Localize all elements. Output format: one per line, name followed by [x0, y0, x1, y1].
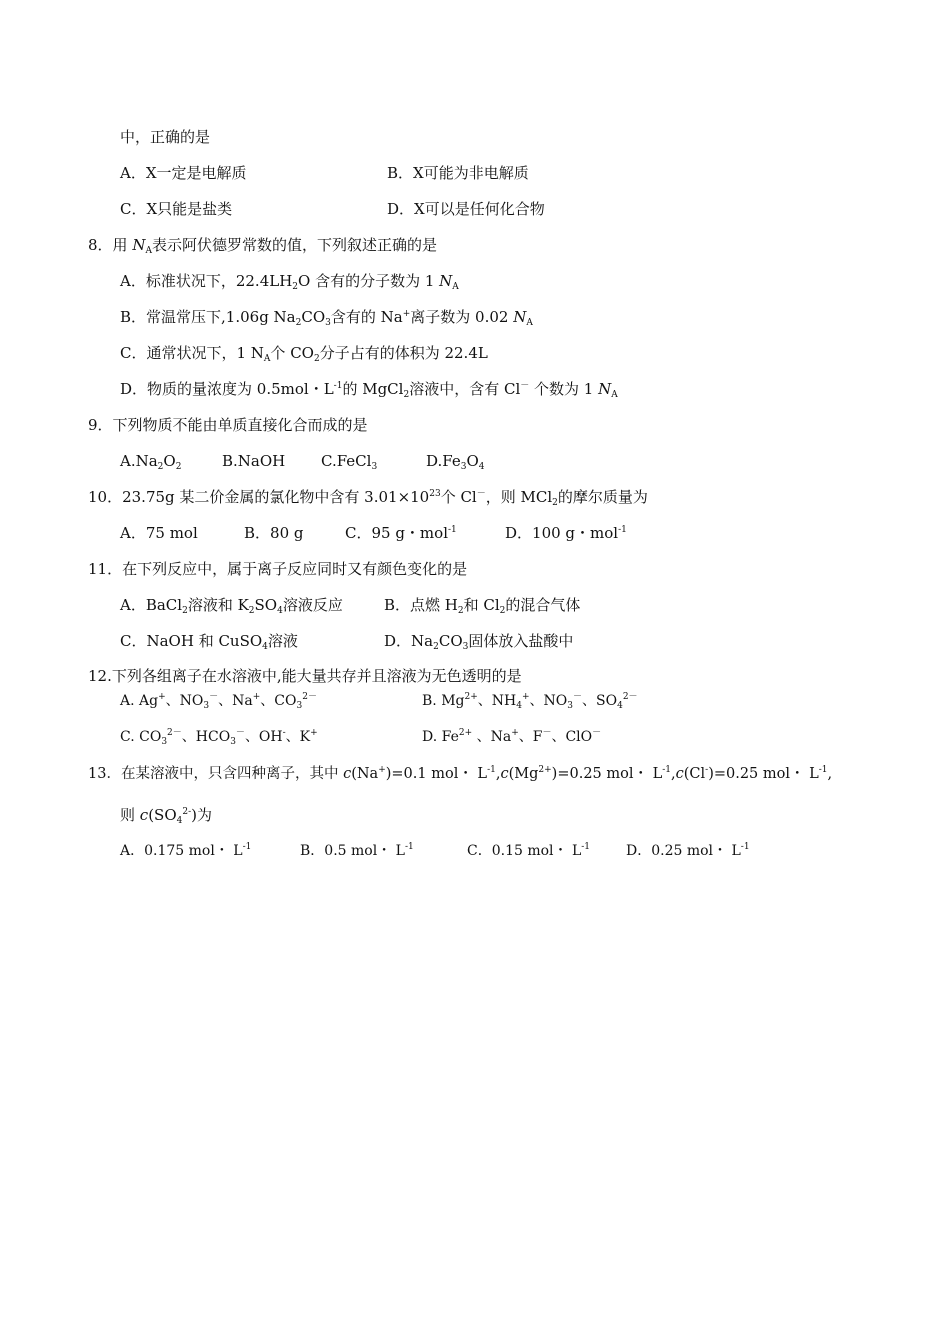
q13-option-a: A．0.175 mol・ $L^{-1}$: [120, 842, 252, 859]
q10-option-b: B．80 g: [244, 524, 304, 542]
q8-option-a: A．标准状况下，$22.4LH_2O$ 含有的分子数为 1 $N_A$: [120, 272, 459, 292]
q12-option-b: B. $Mg^{2+}$、$NH_4^+$、$NO_3^-$、$SO_4^{2-}$: [422, 692, 638, 711]
q10-option-d: D．100 g・mol$^{-1}$: [505, 524, 627, 542]
q12-stem: 12.下列各组离子在水溶液中,能大量共存并且溶液为无色透明的是: [88, 667, 522, 685]
q8-option-d: D．物质的量浓度为 0.5mol・$L^{-1}$的 MgCl$_2$溶液中，含有 Cl－ 个数为 1 $N_A$: [120, 380, 618, 400]
q9-option-d: $D.Fe_3O_4$: [426, 452, 485, 472]
q12-option-c: C. $CO_3^{2-}$、$HCO_3^-$、OH-、K+: [120, 728, 318, 747]
q10-stem: 10．23.75g 某二价金属的氯化物中含有 $3.01\times 10^{23}$个 Cl－，则 MCl$_2$的摩尔质量为: [88, 488, 648, 508]
q7-stem-continuation: 中，正确的是: [120, 128, 211, 146]
q13-stem: 13．在某溶液中，只含四种离子，其中 c(Na+)=0.1 mol・ $L^{-1},c(Mg^{2+})=0.25$ mol・ $L^{-1},c(Cl^-)=0.25$ mol・ $L^{-1}$,: [88, 765, 833, 782]
q11-option-a: A．BaCl$_2$溶液和 $K_2SO_4$溶液反应: [120, 596, 343, 616]
q13-stem-line2: 则 $c(SO_4^{2-})$为: [120, 806, 212, 826]
q11-option-d: D．$Na_2CO_3$固体放入盐酸中: [384, 632, 574, 652]
q8-option-b: B．常温常压下,1.06g $Na_2CO_3$含有的 Na+离子数为 0.02 $N_A$: [120, 308, 533, 328]
q7-option-d: D．X可以是任何化合物: [387, 200, 545, 218]
q13-option-d: D．0.25 mol・ $L^{-1}$: [626, 842, 750, 859]
q10-option-a: A．75 mol: [120, 524, 198, 542]
q13-option-c: C．0.15 mol・ $L^{-1}$: [467, 842, 591, 859]
q8-option-c: C．通常状况下，1 $N_A$个 $CO_2$分子占有的体积为 22.4L: [120, 344, 488, 364]
q11-option-c: C．NaOH 和 CuSO$_4$溶液: [120, 632, 298, 652]
q9-option-a: $A.Na_2O_2$: [120, 452, 182, 472]
q7-option-c: C．X只能是盐类: [120, 200, 233, 218]
q11-option-b: B．点燃 $H_2$和 $Cl_2$的混合气体: [384, 596, 581, 616]
q7-option-b: B．X可能为非电解质: [387, 164, 529, 182]
q8-stem: 8．用 $N_A$表示阿伏德罗常数的值，下列叙述正确的是: [88, 236, 437, 256]
q12-option-a: A. Ag+、$NO_3^-$、Na+、$CO_3^{2-}$: [120, 692, 317, 711]
q10-option-c: C．95 g・mol$^{-1}$: [345, 524, 457, 542]
q9-option-b: B.NaOH: [222, 452, 286, 470]
q13-option-b: B．0.5 mol・ $L^{-1}$: [300, 842, 414, 859]
q9-stem: 9．下列物质不能由单质直接化合而成的是: [88, 416, 368, 434]
q9-option-c: C.FeCl$_3$: [321, 452, 378, 472]
q12-option-d: D. $Fe^{2+}$ 、Na+、F－、ClO－: [422, 728, 602, 745]
q11-stem: 11．在下列反应中，属于离子反应同时又有颜色变化的是: [88, 560, 468, 578]
q7-option-a: A．X一定是电解质: [120, 164, 247, 182]
